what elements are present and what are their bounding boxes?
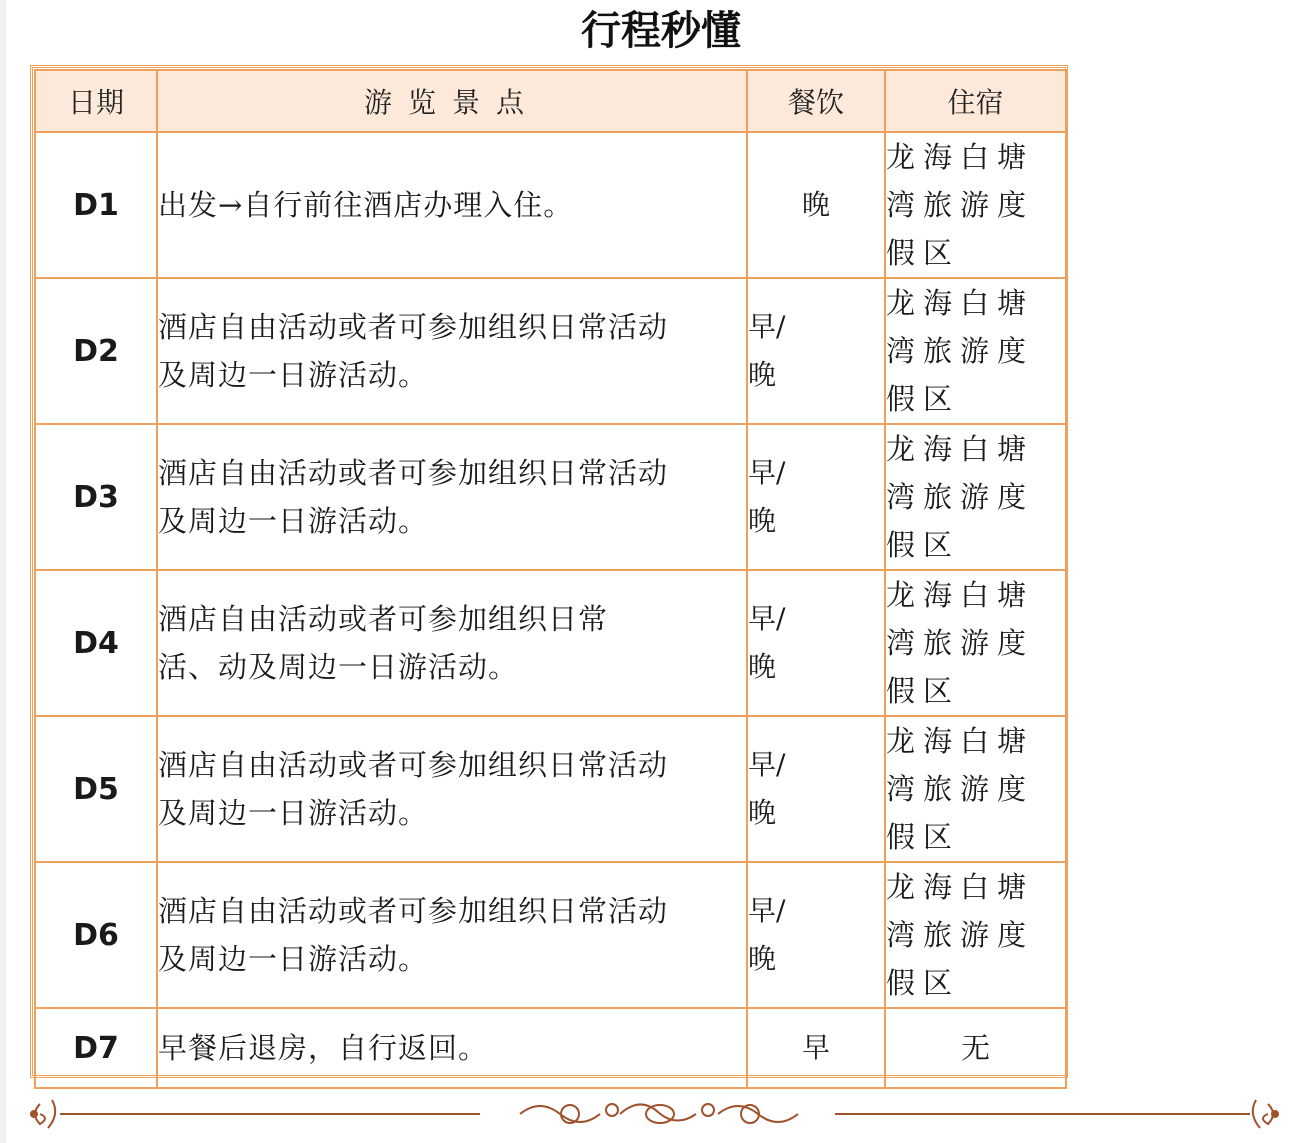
meal-line: 早/ <box>748 602 786 635</box>
table-row <box>35 424 1066 570</box>
meal-cell <box>747 862 885 1008</box>
lodging-line: 无 <box>960 1031 990 1065</box>
description-line: 酒店自由活动或者可参加组织日常活动 <box>158 894 669 928</box>
lodging-line: 湾旅游度 <box>886 334 1035 368</box>
meal-line: 晚 <box>748 796 777 829</box>
description-cell <box>157 132 747 278</box>
description-line: 早餐后退房，自行返回。 <box>158 1031 489 1065</box>
lodging-line: 假区 <box>886 966 961 1000</box>
lodging-line: 湾旅游度 <box>886 480 1035 514</box>
lodging-line: 龙海白塘 <box>886 286 1035 320</box>
page-left-margin <box>0 0 6 1143</box>
header-date: 日期 <box>35 70 157 132</box>
description-cell <box>157 862 747 1008</box>
lodging-cell <box>885 424 1066 570</box>
description-line: 酒店自由活动或者可参加组织日常 <box>158 602 609 636</box>
description-cell <box>157 716 747 862</box>
lodging-line: 湾旅游度 <box>886 626 1035 660</box>
meal-cell <box>747 570 885 716</box>
footer-ornament <box>0 1090 1305 1143</box>
description-cell <box>157 424 747 570</box>
table-row <box>35 862 1066 1008</box>
meal-line: 早/ <box>748 456 786 489</box>
table-row <box>35 716 1066 862</box>
lodging-line: 湾旅游度 <box>886 772 1035 806</box>
header-lodging: 住宿 <box>885 70 1066 132</box>
lodging-line: 龙海白塘 <box>886 432 1035 466</box>
description-line: 酒店自由活动或者可参加组织日常活动 <box>158 456 669 490</box>
meal-cell <box>747 1008 885 1088</box>
description-line: 活、动及周边一日游活动。 <box>158 650 519 684</box>
lodging-line: 龙海白塘 <box>886 578 1035 612</box>
day-cell: D1 <box>35 132 157 278</box>
header-spots: 游览景点 <box>157 70 747 132</box>
day-cell: D6 <box>35 862 157 1008</box>
lodging-line: 湾旅游度 <box>886 188 1035 222</box>
lodging-cell <box>885 862 1066 1008</box>
day-cell: D2 <box>35 278 157 424</box>
lodging-line: 龙海白塘 <box>886 140 1035 174</box>
lodging-cell <box>885 716 1066 862</box>
itinerary-table <box>34 69 1067 1089</box>
description-line: 酒店自由活动或者可参加组织日常活动 <box>158 748 669 782</box>
meal-cell <box>747 278 885 424</box>
meal-line: 晚 <box>801 188 830 221</box>
table-row <box>35 1008 1066 1088</box>
lodging-cell <box>885 278 1066 424</box>
description-cell <box>157 278 747 424</box>
meal-cell <box>747 424 885 570</box>
meal-cell <box>747 132 885 278</box>
header-meals: 餐饮 <box>747 70 885 132</box>
description-cell <box>157 1008 747 1088</box>
day-cell: D5 <box>35 716 157 862</box>
table-header-row <box>35 70 1066 132</box>
meal-line: 早/ <box>748 894 786 927</box>
meal-line: 早/ <box>748 310 786 343</box>
description-line: 及周边一日游活动。 <box>158 504 429 538</box>
table-row <box>35 570 1066 716</box>
description-cell <box>157 570 747 716</box>
meal-line: 早 <box>801 1031 830 1064</box>
meal-cell <box>747 716 885 862</box>
description-line: 及周边一日游活动。 <box>158 796 429 830</box>
page-title: 行程秒懂 <box>581 8 741 54</box>
lodging-cell <box>885 132 1066 278</box>
description-line: 及周边一日游活动。 <box>158 358 429 392</box>
meal-line: 晚 <box>748 942 777 975</box>
itinerary-body <box>35 132 1066 1088</box>
day-cell: D7 <box>35 1008 157 1088</box>
lodging-line: 假区 <box>886 820 961 854</box>
meal-line: 晚 <box>748 504 777 537</box>
lodging-line: 假区 <box>886 674 961 708</box>
lodging-line: 假区 <box>886 528 961 562</box>
description-line: 酒店自由活动或者可参加组织日常活动 <box>158 310 669 344</box>
lodging-cell <box>885 1008 1066 1088</box>
meal-line: 晚 <box>748 650 777 683</box>
lodging-cell <box>885 570 1066 716</box>
lodging-line: 假区 <box>886 382 961 416</box>
day-cell: D4 <box>35 570 157 716</box>
lodging-line: 龙海白塘 <box>886 870 1035 904</box>
description-line: 出发→自行前往酒店办理入住。 <box>158 188 574 222</box>
lodging-line: 湾旅游度 <box>886 918 1035 952</box>
table-row <box>35 132 1066 278</box>
lodging-line: 假区 <box>886 236 961 270</box>
description-line: 及周边一日游活动。 <box>158 942 429 976</box>
day-cell: D3 <box>35 424 157 570</box>
meal-line: 早/ <box>748 748 786 781</box>
meal-line: 晚 <box>748 358 777 391</box>
lodging-line: 龙海白塘 <box>886 724 1035 758</box>
table-row <box>35 278 1066 424</box>
ornament-scroll-icon <box>31 1100 1278 1128</box>
